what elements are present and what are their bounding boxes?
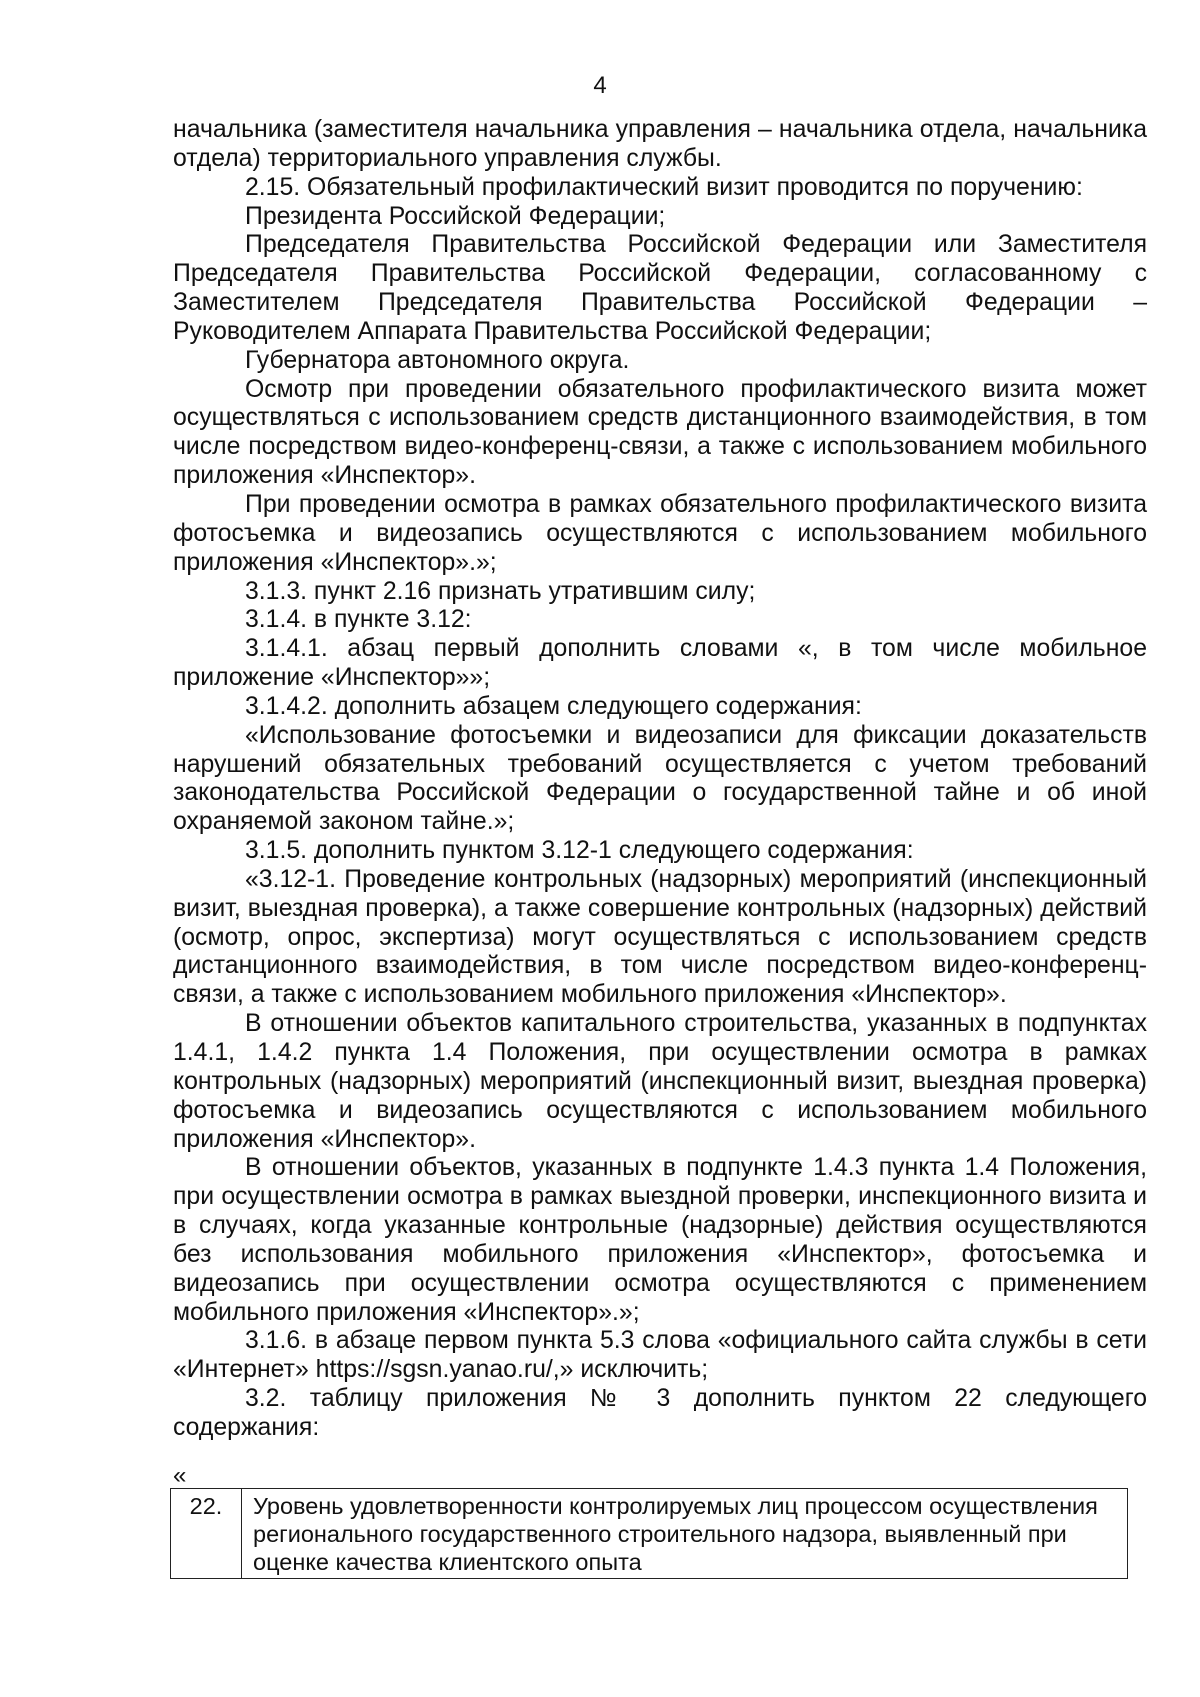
paragraph-3-12-1: «3.12-1. Проведение контрольных (надзорных) мероприятий (инспекционный визит, выездная проверка), а также совершение контрольных (надзорных) действий (осмотр, опрос, экспертиза) могут осуществляться с использованием средств дистанционного взаимодействия, в том числе посредством видео-конференц-связи, а также с использованием мобильного приложения «Инспектор».	[173, 865, 1147, 1009]
paragraph-photo-video: При проведении осмотра в рамках обязательного профилактического визита фотосъемка и видеозапись осуществляются с использованием мобильного приложения «Инспектор».»;	[173, 490, 1147, 576]
table-cell-number: 22.	[171, 1489, 242, 1579]
paragraph-chairman: Председателя Правительства Российской Федерации или Заместителя Председателя Правительства Российской Федерации, согласованному с Заместителем Председателя Правительства Российской Федерации – Руководителем Аппарата Правительства Российской Федерации;	[173, 231, 1147, 345]
document-body	[173, 116, 1147, 1443]
table-cell-description: Уровень удовлетворенности контролируемых лиц процессом осуществления регионального государственного строительного надзора, выявленный при оценке качества клиентского опыта	[242, 1489, 1128, 1579]
opening-quote-mark: «	[173, 1462, 187, 1489]
paragraph-evidence-use: «Использование фотосъемки и видеозаписи для фиксации доказательств нарушений обязательных требований осуществляется с учетом требований законодательства Российской Федерации о государственной тайне и об иной охраняемой законом тайне.»;	[173, 721, 1147, 836]
paragraph-3-1-4-2: 3.1.4.2. дополнить абзацем следующего содержания:	[245, 692, 862, 720]
paragraph-governor: Губернатора автономного округа.	[245, 346, 630, 374]
paragraph-3-1-3: 3.1.3. пункт 2.16 признать утратившим силу;	[245, 577, 756, 605]
paragraph-3-1-4-1: 3.1.4.1. абзац первый дополнить словами «, в том числе мобильное приложение «Инспектор»»;	[173, 635, 1147, 692]
paragraph-3-1-4: 3.1.4. в пункте 3.12:	[245, 606, 472, 634]
paragraph-continuation: начальника (заместителя начальника управления – начальника отдела, начальника отдела) территориального управления службы.	[173, 116, 1147, 172]
paragraph-capital-objects: В отношении объектов капитального строительства, указанных в подпунктах 1.4.1, 1.4.2 пункта 1.4 Положения, при осуществлении осмотра в рамках контрольных (надзорных) мероприятий (инспекционный визит, выездная проверка) фотосъемка и видеозапись осуществляются с использованием мобильного приложения «Инспектор».	[173, 1010, 1147, 1153]
table-row	[171, 1489, 1128, 1579]
paragraph-objects-1-4-3: В отношении объектов, указанных в подпункте 1.4.3 пункта 1.4 Положения, при осуществлении осмотра в рамках выездной проверки, инспекционного визита и в случаях, когда указанные контрольные (надзорные) действия осуществляются без использования мобильного приложения «Инспектор», фотосъемка и видеозапись при осуществлении осмотра осуществляются с применением мобильного приложения «Инспектор».»;	[173, 1154, 1147, 1326]
paragraph-3-1-6: 3.1.6. в абзаце первом пункта 5.3 слова «официального сайта службы в сети «Интернет» https://sgsn.yanao.ru/,» исключить;	[173, 1327, 1147, 1384]
paragraph-inspection-remote: Осмотр при проведении обязательного профилактического визита может осуществляться с использованием средств дистанционного взаимодействия, в том числе посредством видео-конференц-связи, а также с использованием мобильного приложения «Инспектор».	[173, 375, 1147, 490]
paragraph-3-2: 3.2. таблицу приложения № 3 дополнить пунктом 22 следующего содержания:	[173, 1385, 1147, 1441]
paragraph-2-15: 2.15. Обязательный профилактический визит проводится по поручению:	[245, 173, 1083, 201]
paragraph-3-1-5: 3.1.5. дополнить пунктом 3.12-1 следующего содержания:	[245, 837, 914, 865]
paragraph-president: Президента Российской Федерации;	[245, 202, 666, 230]
page-number: 4	[593, 72, 607, 99]
appendix-table	[170, 1488, 1128, 1579]
